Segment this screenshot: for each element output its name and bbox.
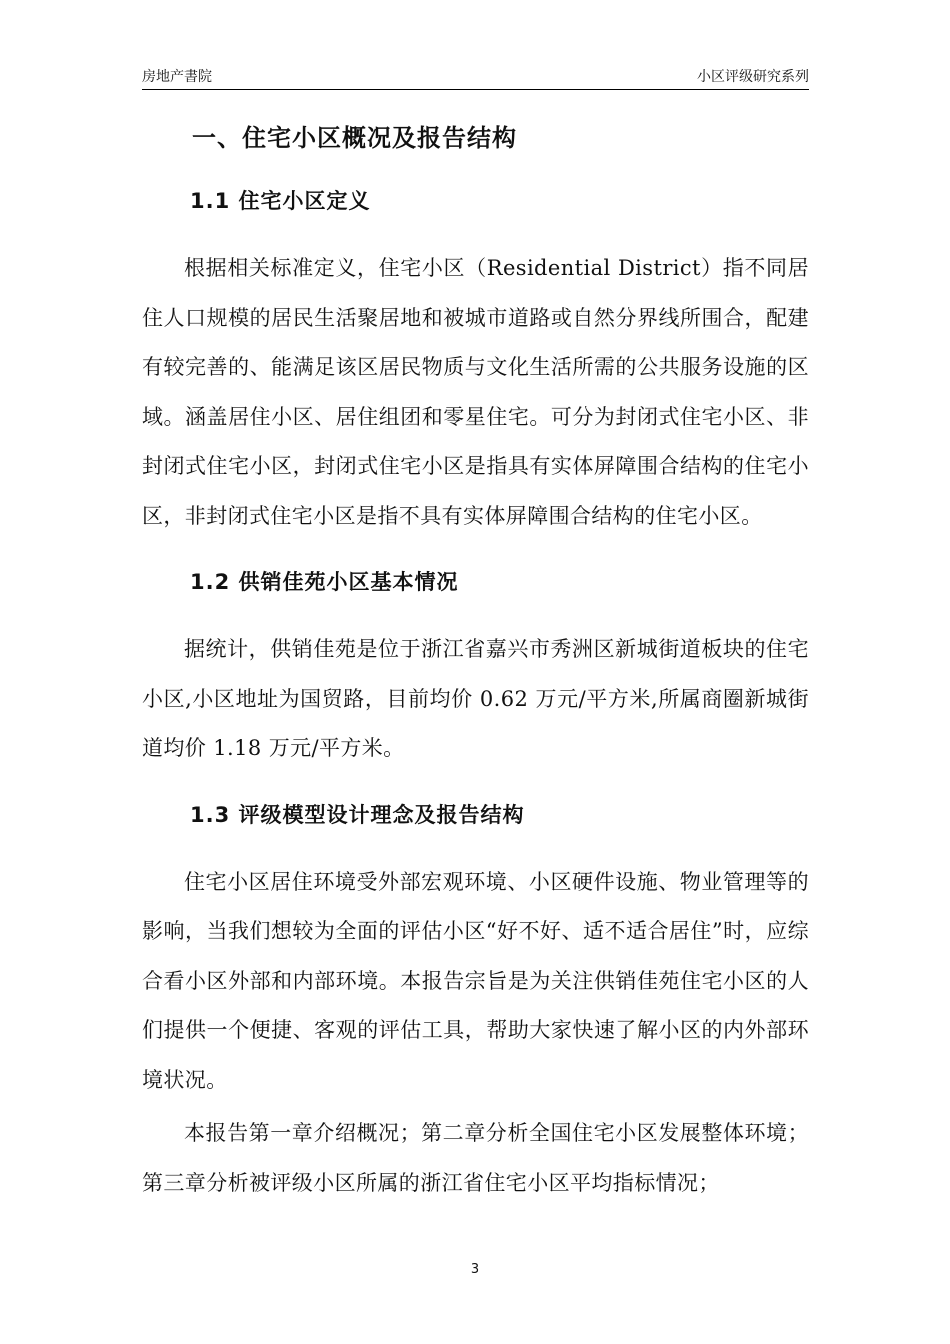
chapter-title: 一、住宅小区概况及报告结构 (192, 124, 517, 152)
section-1-3-paragraph-1: 住宅小区居住环境受外部宏观环境、小区硬件设施、物业管理等的影响，当我们想较为全面的评估小区“好不好、适不适合居住”时，应综合看小区外部和内部环境。本报告宗旨是为关注供销佳苑住宅小区的人们提供一个便捷、客观的评估工具，帮助大家快速了解小区的内外部环境状况。 (142, 869, 809, 1092)
page-content (142, 120, 809, 1208)
page-number: 3 (470, 1262, 480, 1277)
section-heading-1-3: 1.3 评级模型设计理念及报告结构 (190, 802, 525, 827)
section-1-3-paragraph-2: 本报告第一章介绍概况；第二章分析全国住宅小区发展整体环境；第三章分析被评级小区所属的浙江省住宅小区平均指标情况； (142, 1121, 809, 1195)
section-1-1-paragraph: 根据相关标准定义，住宅小区（Residential District）指不同居住人口规模的居民生活聚居地和被城市道路或自然分界线所围合，配建有较完善的、能满足该区居民物质与文化生活所需的公共服务设施的区域。涵盖居住小区、居住组团和零星住宅。可分为封闭式住宅小区、非封闭式住宅小区，封闭式住宅小区是指具有实体屏障围合结构的住宅小区，非封闭式住宅小区是指不具有实体屏障围合结构的住宅小区。 (142, 256, 809, 528)
header-brand: 房地产書院 (142, 69, 212, 85)
header-series-title: 小区评级研究系列 (697, 69, 809, 85)
section-heading-1-1: 1.1 住宅小区定义 (190, 189, 371, 213)
header-rule (142, 89, 809, 90)
section-1-2-paragraph: 据统计，供销佳苑是位于浙江省嘉兴市秀洲区新城街道板块的住宅小区,小区地址为国贸路，目前均价 0.62 万元/平方米,所属商圈新城街道均价 1.18 万元/平方米。 (142, 637, 809, 760)
page-header (142, 66, 809, 88)
section-heading-1-2: 1.2 供销佳苑小区基本情况 (190, 570, 459, 594)
